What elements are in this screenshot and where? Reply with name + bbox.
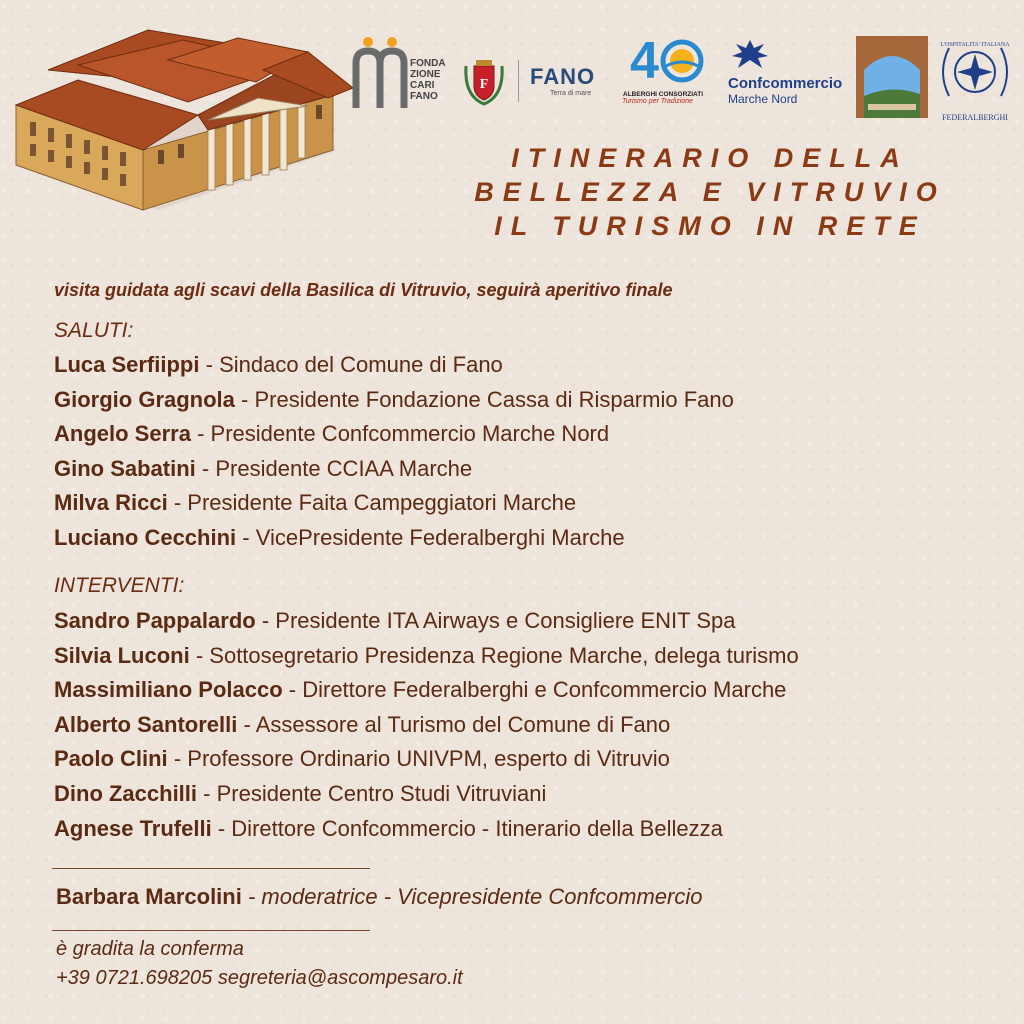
fondazione-text-3: CARI xyxy=(410,80,435,91)
speaker-role: Presidente ITA Airways e Consigliere ENIT Spa xyxy=(275,608,736,633)
alberghi-tagline: Turismo per Tradizione xyxy=(622,98,693,105)
speaker-item xyxy=(54,604,799,639)
speaker-role: VicePresidente Federalberghi Marche xyxy=(255,524,625,550)
speaker-role: Presidente Confcommercio Marche Nord xyxy=(210,421,610,447)
speaker-role: Presidente CCIAA Marche xyxy=(215,455,473,481)
confcommercio-logo xyxy=(728,38,848,118)
speaker-role: Direttore Confcommercio - Itinerario della Bellezza xyxy=(231,815,723,841)
separator: - xyxy=(247,884,256,909)
separator: - xyxy=(201,455,210,481)
saluti-label: SALUTI: xyxy=(54,319,134,342)
contact-info: +39 0721.698205 segreteria@ascompesaro.it xyxy=(56,967,463,989)
landscape-arch-image xyxy=(856,36,928,118)
speaker-name: Luciano Cecchini xyxy=(54,524,237,550)
speaker-role: Sindaco del Comune di Fano xyxy=(219,352,503,377)
fano-logo-name: FANO xyxy=(530,64,596,89)
logo-divider xyxy=(518,60,519,102)
speaker-role: Presidente Fondazione Cassa di Risparmio Fano xyxy=(254,386,734,412)
speaker-name: Silvia Luconi xyxy=(54,642,190,668)
basilica-illustration xyxy=(8,10,353,215)
speaker-item xyxy=(54,812,799,847)
speaker-item xyxy=(54,521,734,556)
fondazione-carifano-logo xyxy=(352,33,452,108)
speaker-name: Sandro Pappalardo xyxy=(54,608,256,633)
separator: - xyxy=(195,642,204,668)
speaker-item xyxy=(54,777,799,812)
federalberghi-top-text: L'OSPITALITA' ITALIANA xyxy=(940,42,1010,48)
federalberghi-bottom-text: FEDERALBERGHI xyxy=(942,113,1008,122)
speaker-item xyxy=(54,673,799,708)
speaker-item xyxy=(54,383,734,418)
rsvp-footer xyxy=(56,935,463,993)
interventi-label: INTERVENTI: xyxy=(54,574,185,597)
speaker-name: Massimiliano Polacco xyxy=(54,677,283,703)
separator: - xyxy=(242,524,250,550)
fondazione-text-2: ZIONE xyxy=(410,69,441,80)
speaker-role: Assessore al Turismo del Comune di Fano xyxy=(255,711,671,737)
speaker-name: Agnese Trufelli xyxy=(54,815,212,841)
title-line-1: ITINERARIO DELLA xyxy=(511,143,909,173)
interventi-list xyxy=(54,604,799,846)
speaker-item xyxy=(54,742,799,777)
divider-bottom xyxy=(52,930,370,931)
speaker-name: Luca Serfiippi xyxy=(54,352,200,377)
sponsor-logos xyxy=(352,28,1017,123)
speaker-name: Giorgio Gragnola xyxy=(54,386,235,412)
separator: - xyxy=(288,677,297,703)
moderator-title: Vicepresidente Confcommercio xyxy=(397,884,703,909)
alberghi-consorziati-logo xyxy=(620,28,715,113)
speaker-role: Presidente Faita Campeggiatori Marche xyxy=(187,490,577,516)
alberghi-name: ALBERGHI CONSORZIATI xyxy=(623,91,704,98)
fondazione-text-4: FANO xyxy=(410,91,438,102)
speaker-name: Paolo Clini xyxy=(54,746,168,772)
svg-text:F: F xyxy=(479,77,489,92)
speaker-item xyxy=(54,417,734,452)
speaker-name: Angelo Serra xyxy=(54,421,191,447)
fondazione-text-1: FONDA xyxy=(410,58,446,69)
divider-top xyxy=(52,868,370,869)
speaker-item xyxy=(54,708,799,743)
speaker-item xyxy=(54,348,734,383)
separator: - xyxy=(173,490,182,516)
saluti-list xyxy=(54,348,734,556)
anniversary-40-icon xyxy=(620,28,715,86)
speaker-name: Alberto Santorelli xyxy=(54,711,238,737)
event-title xyxy=(420,141,1000,243)
speaker-item xyxy=(54,452,734,487)
rsvp-text: è gradita la conferma xyxy=(56,938,244,960)
separator: - xyxy=(243,711,251,737)
confcommercio-emblem-icon xyxy=(730,38,770,70)
speaker-name: Dino Zacchilli xyxy=(54,780,198,806)
speaker-role: Sottosegretario Presidenza Regione Marche, delega turismo xyxy=(209,642,799,668)
speaker-item xyxy=(54,639,799,674)
separator: - xyxy=(241,386,249,412)
speaker-role: Presidente Centro Studi Vitruviani xyxy=(216,780,547,806)
speaker-name: Milva Ricci xyxy=(54,490,168,516)
moderator-name: Barbara Marcolini xyxy=(56,884,242,909)
svg-text:4: 4 xyxy=(630,32,659,86)
federalberghi-logo xyxy=(935,38,1015,123)
separator: - xyxy=(203,780,211,806)
separator: - xyxy=(217,815,226,841)
moderator-line xyxy=(56,884,702,910)
speaker-role: Professore Ordinario UNIVPM, esperto di Vitruvio xyxy=(187,746,670,772)
title-line-3: IL TURISMO IN RETE xyxy=(494,211,926,241)
federalberghi-emblem-icon xyxy=(935,38,1015,108)
fano-logo-tagline: Terra di mare xyxy=(550,90,592,97)
speaker-name: Gino Sabatini xyxy=(54,455,196,481)
speaker-role: Direttore Federalberghi e Confcommercio Marche xyxy=(302,677,787,703)
comune-fano-crest-icon xyxy=(460,56,508,106)
moderator-role: moderatrice xyxy=(261,884,378,909)
separator: - xyxy=(261,608,270,633)
separator: - xyxy=(205,352,213,377)
speaker-item xyxy=(54,486,734,521)
separator: - xyxy=(173,746,182,772)
event-intro: visita guidata agli scavi della Basilica di Vitruvio, seguirà aperitivo finale xyxy=(54,280,673,300)
fondazione-symbol-icon xyxy=(352,33,410,108)
confcommercio-name: Confcommercio xyxy=(728,75,843,92)
title-line-2: BELLEZZA E VITRUVIO xyxy=(474,177,946,207)
fano-logo xyxy=(530,64,620,104)
separator: - xyxy=(383,884,392,909)
confcommercio-sub: Marche Nord xyxy=(728,92,798,106)
separator: - xyxy=(197,421,205,447)
